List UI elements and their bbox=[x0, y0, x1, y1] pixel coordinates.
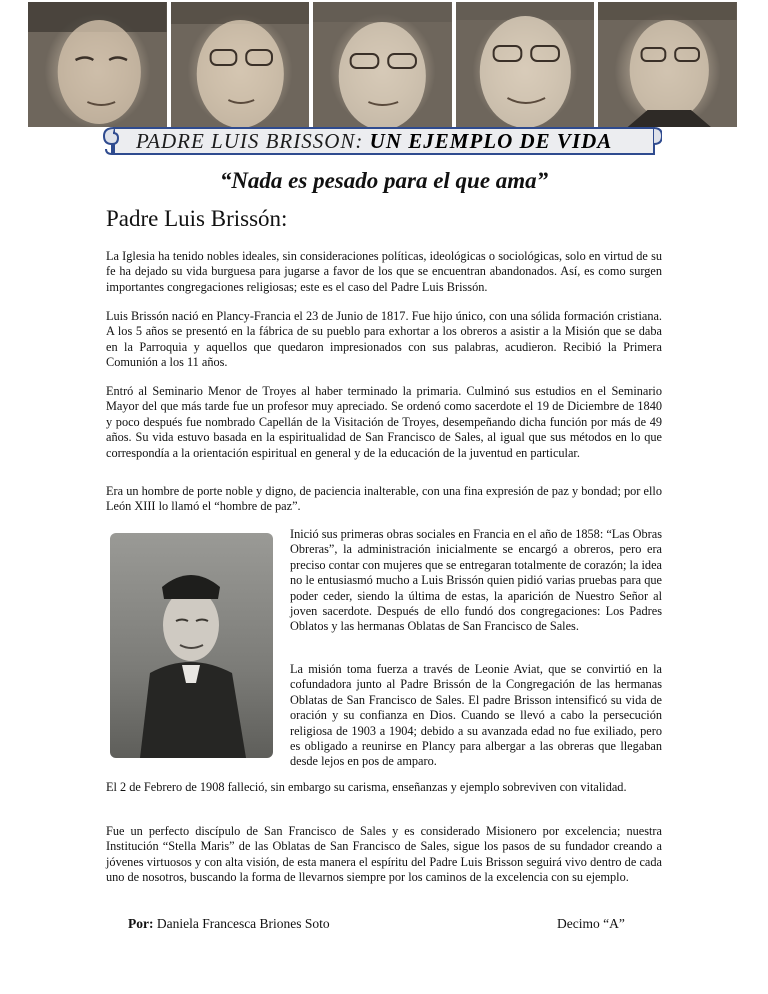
banner-title-subtitle: UN EJEMPLO DE VIDA bbox=[369, 129, 613, 153]
author-label: Por: bbox=[128, 916, 154, 931]
motto: “Nada es pesado para el que ama” bbox=[219, 168, 549, 193]
portrait-photo bbox=[598, 2, 737, 127]
author-name: Daniela Francesca Briones Soto bbox=[153, 916, 330, 931]
portrait-photo bbox=[171, 2, 310, 127]
banner-title-name: PADRE LUIS BRISSON: bbox=[136, 129, 370, 153]
paragraph: Era un hombre de porte noble y digno, de paciencia inalterable, con una fina expresión de paz y bondad; por ello León XIII lo llamó el “hombre de paz”. bbox=[106, 484, 662, 514]
portrait-photo bbox=[28, 2, 167, 127]
portrait-strip bbox=[28, 2, 737, 127]
banner-title bbox=[136, 129, 612, 154]
grade-label: Decimo “A” bbox=[557, 916, 625, 931]
paragraph: Luis Brissón nació en Plancy-Francia el 23 de Junio de 1817. Fue hijo único, con una sólida formación cristiana. A los 5 años se presentó en la fábrica de su pueblo para exhortar a los obreros a asistir a la Misión que se daba en la Parroquia y aquellos que quedaron impresionados con sus palabras, acudieron. Recibió la Primera Comunión a los 11 años. bbox=[106, 309, 662, 370]
priest-portrait-icon bbox=[110, 533, 273, 758]
paragraph: Inició sus primeras obras sociales en Francia en el año de 1858: “Las Obras Obreras”, la administración inicialmente se encargó a obreros, pero era preciso contar con mujeres que se entregaran totalmente de corazón; la idea no le entusiasmó mucho a Luis Brissón quien pidió varias pruebas para que poder ceder, siendo la última de estas, la aparición de Nuestro Señor al joven sacerdote. Después de ello fundó dos congregaciones: Los Padres Oblatos y las hermanas Oblatas de San Francisco de Sales. bbox=[290, 527, 662, 634]
portrait-photo bbox=[456, 2, 595, 127]
paragraph: Entró al Seminario Menor de Troyes al haber terminado la primaria. Culminó sus estudios en el Seminario Mayor del que más tarde fue un profesor muy apreciado. Se ordenó como sacerdote el 19 de Diciembre de 1840 y poco después fue nombrado Capellán de la Visitación de Troyes, desempeñando dicha función por más de 49 años. Su vida estuvo basada en la espiritualidad de San Francisco de Sales, al igual que sus métodos en lo que correspondía a la orientación espiritual en general y de la educación de la juventud en particular. bbox=[106, 384, 662, 460]
page-heading: Padre Luis Brissón: bbox=[106, 206, 288, 231]
author-credit bbox=[128, 916, 330, 932]
portrait-photo bbox=[313, 2, 452, 127]
paragraph: La misión toma fuerza a través de Leonie Aviat, que se convirtió en la cofundadora junto al Padre Brissón de la Congregación de las hermanas Oblatas de San Francisco de Sales. El padre Brisson intensificó su vida de oración y su confianza en Dios. Cuando se llevó a cabo la persecución religiosa de 1903 a 1904; debido a su avanzada edad no fue exiliado, pero es obligado a reunirse en Plancy para albergar a las obreras que llegaban desde lejos en pos de amparo. bbox=[290, 662, 662, 769]
paragraph: La Iglesia ha tenido nobles ideales, sin consideraciones políticas, ideológicas o sociológicas, solo en virtud de su fe ha dejado su vida burguesa para jugarse a favor de los que se encuentran abandonados. Así, es como surgen importantes congregaciones religiosas; este es el caso del Padre Luis Brissón. bbox=[106, 249, 662, 294]
paragraph: El 2 de Febrero de 1908 falleció, sin embargo su carisma, enseñanzas y ejemplo sobreviven con vitalidad. bbox=[106, 780, 627, 794]
title-banner bbox=[102, 124, 662, 158]
paragraph: Fue un perfecto discípulo de San Francisco de Sales y es considerado Misionero por excelencia; nuestra Institución “Stella Maris” de las Oblatas de San Francisco de Sales, sigue los pasos de su fundador creando a jóvenes virtuosos y con alta visión, de esta manera el espíritu del Padre Luis Brisson seguirá vivo dentro de cada uno de nosotros, buscando la forma de llevarnos siempre por los caminos de la excelencia con su ejemplo. bbox=[106, 824, 662, 885]
priest-photo bbox=[110, 533, 273, 758]
